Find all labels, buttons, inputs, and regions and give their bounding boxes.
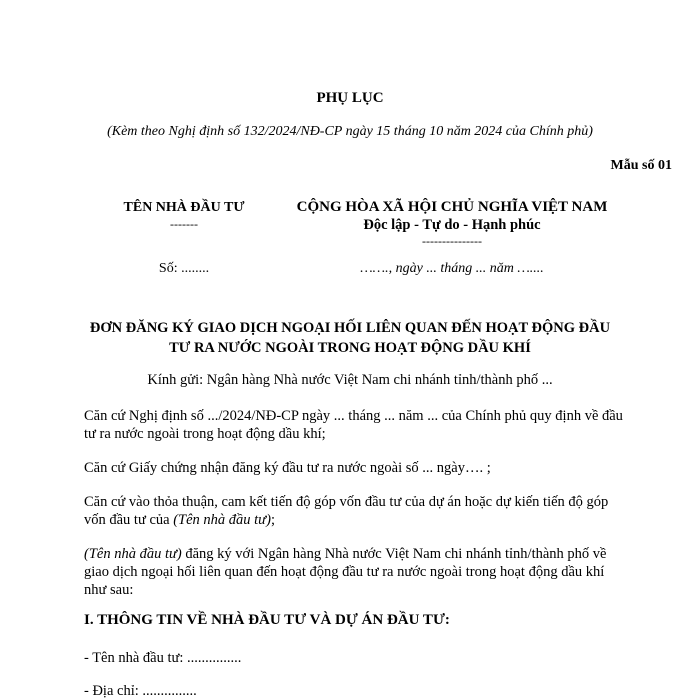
national-motto: Độc lập - Tự do - Hạnh phúc	[363, 217, 541, 233]
investor-name-placeholder: (Tên nhà đầu tư)	[84, 546, 182, 562]
document-number: Số: ........	[158, 261, 210, 276]
paragraph-agreement-end: ;	[270, 512, 275, 528]
appendix-title: PHỤ LỤC	[316, 90, 384, 106]
investor-name-divider: -------	[170, 217, 198, 231]
document-date: ……., ngày ... tháng ... năm …....	[360, 261, 544, 276]
appendix-subtitle: (Kèm theo Nghị định số 132/2024/NĐ-CP ngày 15 tháng 10 năm 2024 của Chính phủ)	[107, 124, 593, 139]
republic-heading: CỘNG HÒA XÃ HỘI CHỦ NGHĨA VIỆT NAM	[296, 199, 608, 215]
salutation: Kính gửi: Ngân hàng Nhà nước Việt Nam chi nhánh tỉnh/thành phố ...	[147, 372, 553, 388]
section-heading-investor-info: I. THÔNG TIN VỀ NHÀ ĐẦU TƯ VÀ DỰ ÁN ĐẦU TƯ:	[84, 612, 450, 628]
field-investor-name: - Tên nhà đầu tư: ...............	[84, 650, 242, 666]
paragraph-registration	[84, 545, 624, 599]
motto-divider: ---------------	[422, 234, 482, 248]
paragraph-registration-text: đăng ký với Ngân hàng Nhà nước Việt Nam chi nhánh tỉnh/thành phố về giao dịch ngoại hối liên quan đến hoạt động đầu tư ra nước ngoài trong hoạt động dầu khí như sau:	[84, 546, 607, 598]
investor-name-placeholder: (Tên nhà đầu tư)	[173, 512, 271, 528]
paragraph-agreement-text: Căn cứ vào thỏa thuận, cam kết tiến độ góp vốn đầu tư của dự án hoặc dự kiến tiến độ góp vốn đầu tư của	[84, 494, 609, 528]
field-address: - Địa chỉ: ...............	[84, 683, 197, 699]
document-title	[60, 318, 640, 358]
document-title-line-2: TƯ RA NƯỚC NGOÀI TRONG HOẠT ĐỘNG DẦU KHÍ	[169, 340, 531, 356]
paragraph-decree-basis: Căn cứ Nghị định số .../2024/NĐ-CP ngày ... tháng ... năm ... của Chính phủ quy định về đầu tư ra nước ngoài trong hoạt động dầu khí;	[84, 408, 623, 442]
form-number: Mẫu số 01	[610, 158, 672, 173]
paragraph-agreement-basis	[84, 493, 624, 529]
paragraph-certificate-basis: Căn cứ Giấy chứng nhận đăng ký đầu tư ra nước ngoài số ... ngày…. ;	[84, 460, 491, 476]
document-title-line-1: ĐƠN ĐĂNG KÝ GIAO DỊCH NGOẠI HỐI LIÊN QUAN ĐẾN HOẠT ĐỘNG ĐẦU	[89, 320, 611, 336]
investor-name-heading: TÊN NHÀ ĐẦU TƯ	[123, 200, 245, 215]
